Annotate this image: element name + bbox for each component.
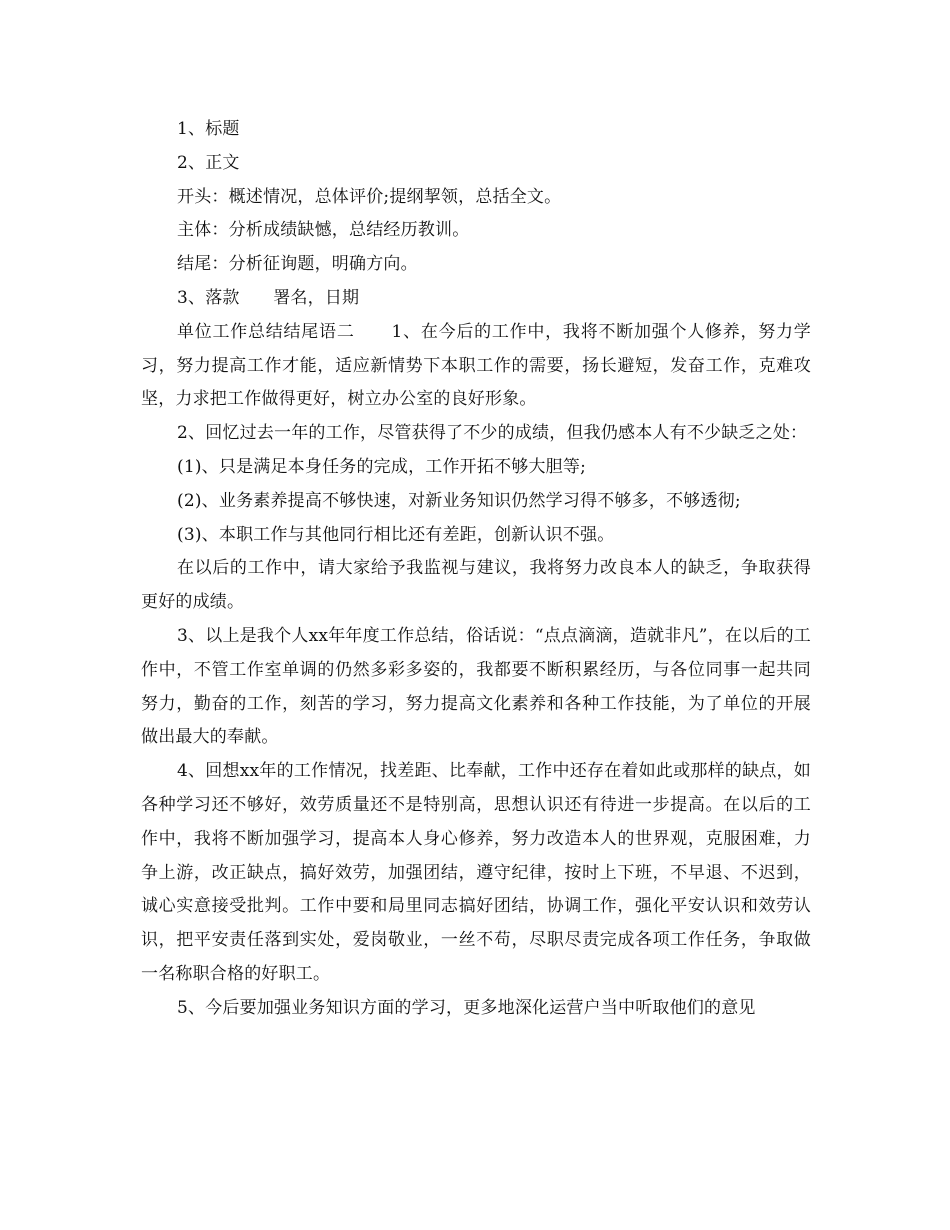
list-item-3: (3)、本职工作与其他同行相比还有差距，创新认识不强。 (177, 524, 615, 545)
section-heading-title: 1、标题 (177, 119, 240, 139)
section-heading-signature: 3、落款 署名，日期 (177, 287, 360, 308)
section-heading-body: 2、正文 (177, 152, 240, 173)
paragraph-ending-two: 单位工作总结结尾语二 1、在今后的工作中，我将不断加强个人修养，努力学习，努力提高工作才能，适应新情势下本职工作的需要，扬长避短，发奋工作，克难攻坚，力求把工作做得更好，树立办公室的良好形象。 (141, 321, 811, 410)
paragraph-summary: 3、以上是我个人xx年年度工作总结，俗话说：“点点滴滴，造就非凡”，在以后的工作中，不管工作室单调的仍然多彩多姿的，我都要不断积累经历，与各位同事一起共同努力，勤奋的工作，刻苦的学习，努力提高文化素养和各种工作技能，为了单位的开展做出最大的奉献。 (141, 625, 811, 748)
paragraph-review: 2、回忆过去一年的工作，尽管获得了不少的成绩，但我仍感本人有不少缺乏之处： (177, 423, 808, 444)
list-item-2: (2)、业务素养提高不够快速，对新业务知识仍然学习得不够多，不够透彻; (177, 490, 741, 511)
paragraph-main: 主体：分析成绩缺憾，总结经历教训。 (177, 220, 470, 241)
paragraph-reflection: 4、回想xx年的工作情况，找差距、比奉献，工作中还存在着如此或那样的缺点，如各种学习还不够好，效劳质量还不是特别高，思想认识还有待进一步提高。在以后的工作中，我将不断加强学习，提高本人身心修养，努力改造本人的世界观，克服困难，力争上游，改正缺点，搞好效劳，加强团结，遵守纪律，按时上下班，不早退、不迟到，诚心实意接受批判。工作中要和局里同志搞好团结，协调工作，强化平安认识和效劳认识，把平安责任落到实处，爱岗敬业，一丝不苟，尽职尽责完成各项工作任务，争取做一名称职合格的好职工。 (141, 761, 811, 984)
document-body (141, 113, 811, 1026)
paragraph-future: 在以后的工作中，请大家给予我监视与建议，我将努力改良本人的缺乏，争取获得更好的成绩。 (141, 558, 811, 613)
paragraph-opening: 开头：概述情况，总体评价;提纲挈领，总括全文。 (177, 186, 562, 207)
paragraph-learning: 5、今后要加强业务知识方面的学习，更多地深化运营户当中听取他们的意见 (177, 997, 756, 1018)
list-item-1: (1)、只是满足本身任务的完成，工作开拓不够大胆等; (177, 456, 587, 477)
paragraph-ending: 结尾：分析征询题，明确方向。 (177, 254, 418, 275)
